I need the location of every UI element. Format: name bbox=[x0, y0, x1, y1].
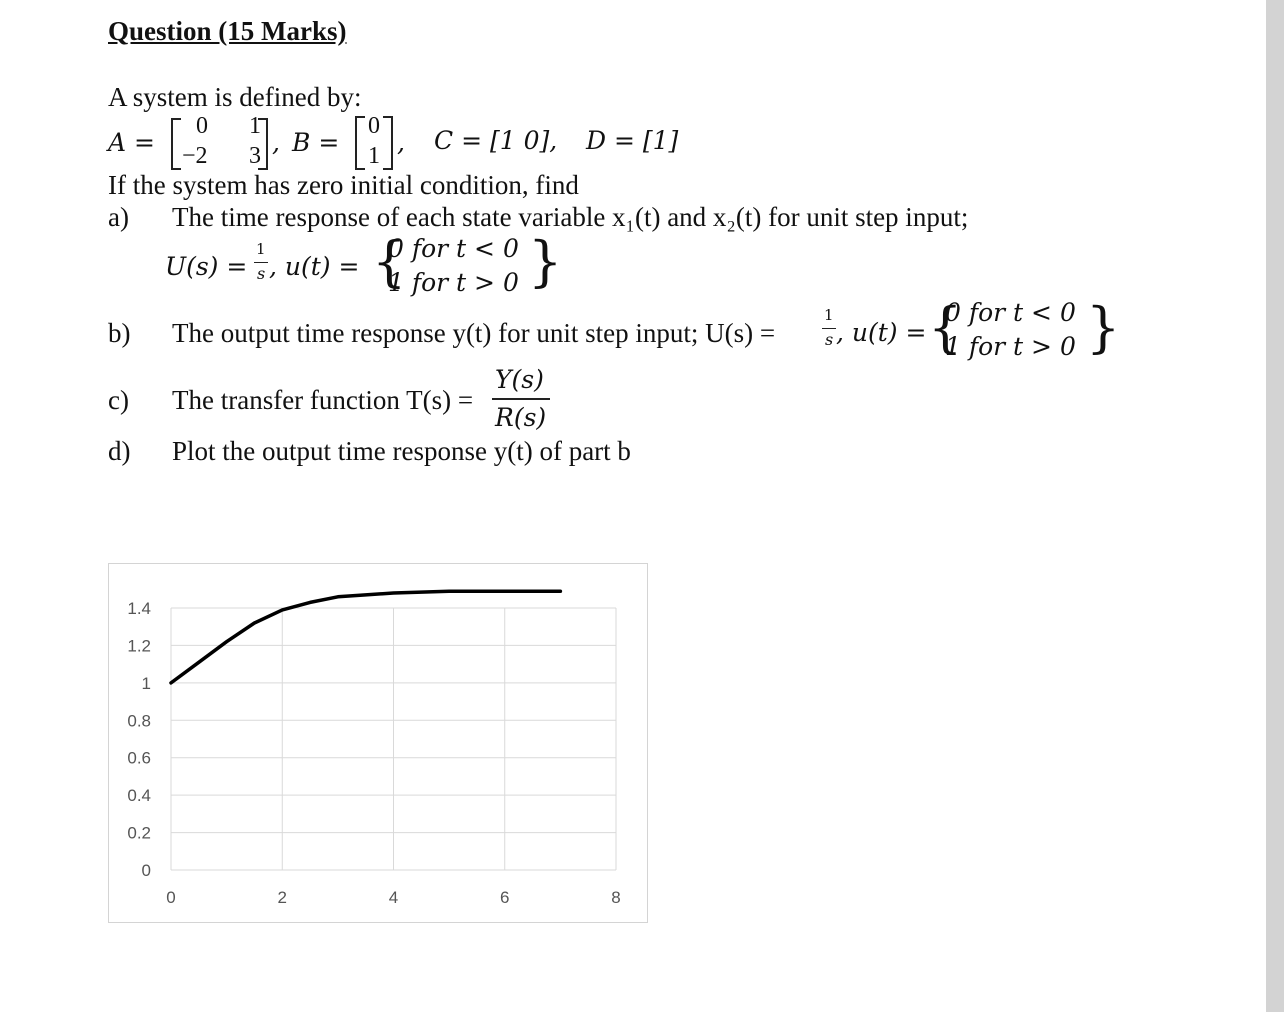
part-a-frac-den: s bbox=[257, 264, 266, 283]
y-tick-label: 0 bbox=[141, 861, 151, 880]
question-title: Question (15 Marks) bbox=[108, 16, 347, 46]
y-tick-label: 1 bbox=[141, 673, 151, 693]
y-tick-label: 0.8 bbox=[127, 711, 151, 731]
x-tick-label: 8 bbox=[611, 888, 621, 907]
part-c-numerator: Y(s) bbox=[495, 365, 544, 394]
matrix-a-11: 0 bbox=[196, 113, 208, 139]
x-tick-label: 0 bbox=[166, 888, 176, 907]
part-a-label: a) bbox=[108, 202, 129, 232]
matrix-b-left-bracket bbox=[355, 116, 365, 170]
x-tick-label: 4 bbox=[388, 888, 399, 907]
part-a-case-1: 0 for t < 0 bbox=[388, 234, 519, 263]
part-b-frac-den: s bbox=[825, 330, 834, 349]
matrix-b-1: 0 bbox=[368, 113, 380, 139]
x-tick-label: 6 bbox=[500, 888, 510, 907]
window-scroll-edge bbox=[1266, 0, 1284, 1012]
matrix-a-right-bracket bbox=[258, 118, 268, 170]
part-c-denominator: R(s) bbox=[495, 403, 547, 432]
matrix-a-left-bracket bbox=[171, 118, 181, 170]
matrix-b-label: B = bbox=[292, 128, 340, 157]
part-a-u-t: , u(t) = bbox=[269, 252, 360, 281]
part-b-u-t: , u(t) = bbox=[836, 318, 927, 347]
part-c-text: The transfer function T(s) = bbox=[172, 385, 474, 415]
y-tick-label: 0.6 bbox=[127, 748, 151, 768]
y-tick-label: 1.2 bbox=[127, 636, 151, 656]
y-tick-label: 0.2 bbox=[127, 823, 151, 843]
chart-frame bbox=[108, 563, 648, 923]
part-b-case-2: 1 for t > 0 bbox=[945, 332, 1076, 361]
matrix-a-12: 1 bbox=[249, 113, 261, 139]
part-a-frac-num: 1 bbox=[256, 240, 266, 258]
intro-text: A system is defined by: bbox=[108, 82, 362, 112]
y-tick-label: 0.4 bbox=[127, 786, 151, 806]
condition-text: If the system has zero initial condition, find bbox=[108, 170, 579, 200]
y-tick-label: 1.4 bbox=[127, 599, 151, 618]
x-tick-label: 2 bbox=[277, 888, 287, 907]
matrix-a-21: −2 bbox=[182, 143, 208, 169]
part-b-case-1: 0 for t < 0 bbox=[945, 298, 1076, 327]
part-c-label: c) bbox=[108, 385, 129, 415]
matrix-a-label: A = bbox=[108, 128, 155, 157]
part-b-label: b) bbox=[108, 318, 131, 348]
part-b-text: The output time response y(t) for unit step input; U(s) = bbox=[172, 318, 776, 348]
matrix-c: C = [1 0], bbox=[434, 126, 558, 155]
matrix-a-22: 3 bbox=[249, 143, 261, 169]
part-b-frac-num: 1 bbox=[824, 306, 834, 324]
part-a-text: The time response of each state variable x₁(t) and x₂(t) for unit step input; bbox=[172, 202, 969, 232]
part-a-u-equation: U(s) = bbox=[165, 252, 248, 281]
matrix-b-2: 1 bbox=[368, 143, 380, 169]
part-d-label: d) bbox=[108, 436, 131, 466]
part-a-case-2: 1 for t > 0 bbox=[388, 268, 519, 297]
series-line-y(t) bbox=[171, 591, 560, 683]
part-d-text: Plot the output time response y(t) of part b bbox=[172, 436, 631, 466]
matrix-b-right-bracket bbox=[383, 116, 393, 170]
response-chart bbox=[109, 564, 647, 922]
matrix-d: D = [1] bbox=[586, 126, 679, 155]
